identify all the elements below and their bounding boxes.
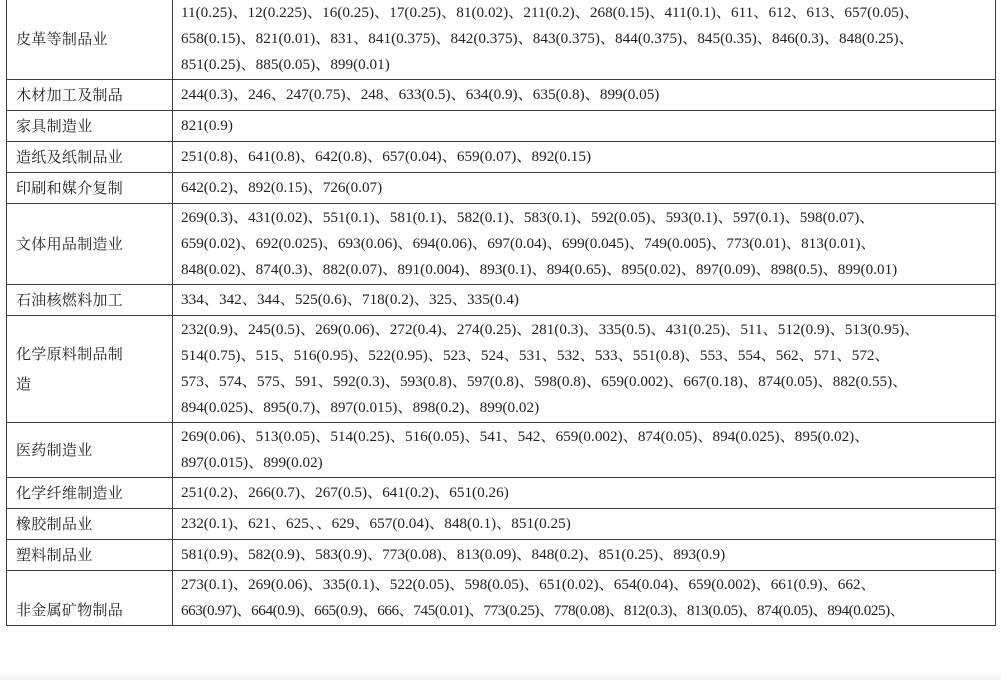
industry-name-line: 造 xyxy=(16,375,32,393)
code-line: 581(0.9)、582(0.9)、583(0.9)、773(0.08)、813(0.09)、848(0.2)、851(0.25)、893(0.9) xyxy=(181,546,726,563)
industry-name-cell: 橡胶制品业 xyxy=(7,509,173,540)
code-line: 232(0.1)、621、625、、629、657(0.04)、848(0.1)、851(0.25) xyxy=(181,515,571,532)
page-bottom-edge xyxy=(0,672,1001,680)
code-list-cell xyxy=(173,478,996,509)
table-row xyxy=(7,173,996,204)
table-row xyxy=(7,423,996,478)
table-row xyxy=(7,509,996,540)
table-row xyxy=(7,316,996,423)
code-list-cell xyxy=(173,111,996,142)
code-list-cell xyxy=(173,423,996,478)
industry-name-cell: 塑料制品业 xyxy=(7,540,173,571)
code-line: 244(0.3)、246、247(0.75)、248、633(0.5)、634(0.9)、635(0.8)、899(0.05) xyxy=(181,86,660,103)
table-row xyxy=(7,204,996,285)
code-list-cell xyxy=(173,173,996,204)
code-line: 334、342、344、525(0.6)、718(0.2)、325、335(0.4) xyxy=(181,291,519,308)
code-list-cell xyxy=(173,571,996,626)
code-line: 659(0.02)、692(0.025)、693(0.06)、694(0.06)、697(0.04)、699(0.045)、749(0.005)、773(0.01)、813(0.01)、 xyxy=(181,235,876,252)
industry-name-cell: 非金属矿物制品 xyxy=(7,571,173,626)
code-line: 851(0.25)、885(0.05)、899(0.01) xyxy=(181,56,390,73)
code-line: 642(0.2)、892(0.15)、726(0.07) xyxy=(181,179,383,196)
code-list-cell xyxy=(173,204,996,285)
industry-name-line: 化学原料制品制 xyxy=(16,345,124,363)
code-line: 251(0.8)、641(0.8)、642(0.8)、657(0.04)、659(0.07)、892(0.15) xyxy=(181,148,592,165)
industry-name-cell: 皮革等制品业 xyxy=(7,0,173,80)
code-list-cell xyxy=(173,509,996,540)
industry-name-cell: 医药制造业 xyxy=(7,423,173,478)
table-row xyxy=(7,111,996,142)
code-line: 269(0.06)、513(0.05)、514(0.25)、516(0.05)、541、542、659(0.002)、874(0.05)、894(0.025)、895(0.02)、 xyxy=(181,428,870,445)
code-line: 821(0.9) xyxy=(181,117,233,134)
table-row xyxy=(7,0,996,80)
code-list-cell xyxy=(173,142,996,173)
industry-name-cell: 造纸及纸制品业 xyxy=(7,142,173,173)
code-line: 514(0.75)、515、516(0.95)、522(0.95)、523、524、531、532、533、551(0.8)、553、554、562、571、572、 xyxy=(181,347,890,364)
code-line: 663(0.97)、664(0.9)、665(0.9)、666、745(0.01)、773(0.25)、778(0.08)、812(0.3)、813(0.05)、874(0.05)、894(0.025)、 xyxy=(181,602,905,619)
code-line: 848(0.02)、874(0.3)、882(0.07)、891(0.004)、893(0.1)、894(0.65)、895(0.02)、897(0.09)、898(0.5)、899(0.01) xyxy=(181,261,898,278)
document-table-wrapper xyxy=(6,0,996,626)
industry-name-cell: 木材加工及制品 xyxy=(7,80,173,111)
code-list-cell xyxy=(173,540,996,571)
code-list-cell xyxy=(173,285,996,316)
table-row xyxy=(7,142,996,173)
code-line: 232(0.9)、245(0.5)、269(0.06)、272(0.4)、274(0.25)、281(0.3)、335(0.5)、431(0.25)、511、512(0.9)、513(0.95)、 xyxy=(181,321,920,338)
code-line: 251(0.2)、266(0.7)、267(0.5)、641(0.2)、651(0.26) xyxy=(181,484,509,501)
code-line: 11(0.25)、12(0.225)、16(0.25)、17(0.25)、81(0.02)、211(0.2)、268(0.15)、411(0.1)、611、612、613、657(0.05)、 xyxy=(181,4,920,21)
industry-name-cell: 家具制造业 xyxy=(7,111,173,142)
code-line: 573、574、575、591、592(0.3)、593(0.8)、597(0.8)、598(0.8)、659(0.002)、667(0.18)、874(0.05)、882(0.55)、 xyxy=(181,373,908,390)
table-row xyxy=(7,571,996,626)
industry-name-cell: 文体用品制造业 xyxy=(7,204,173,285)
industry-name-cell xyxy=(7,316,173,423)
table-row xyxy=(7,478,996,509)
industry-code-table xyxy=(6,0,996,626)
code-line: 894(0.025)、895(0.7)、897(0.015)、898(0.2)、899(0.02) xyxy=(181,399,540,416)
code-list-cell xyxy=(173,0,996,80)
industry-name-cell: 石油核燃料加工 xyxy=(7,285,173,316)
code-list-cell xyxy=(173,316,996,423)
industry-name-cell: 化学纤维制造业 xyxy=(7,478,173,509)
table-row xyxy=(7,285,996,316)
code-line: 273(0.1)、269(0.06)、335(0.1)、522(0.05)、598(0.05)、651(0.02)、654(0.04)、659(0.002)、661(0.9)、662、 xyxy=(181,576,876,593)
industry-name-cell: 印刷和媒介复制 xyxy=(7,173,173,204)
code-line: 658(0.15)、821(0.01)、831、841(0.375)、842(0.375)、843(0.375)、844(0.375)、845(0.35)、846(0.3)、848(0.25)、 xyxy=(181,30,914,47)
code-line: 897(0.015)、899(0.02) xyxy=(181,454,323,471)
table-row xyxy=(7,540,996,571)
table-row xyxy=(7,80,996,111)
code-list-cell xyxy=(173,80,996,111)
code-line: 269(0.3)、431(0.02)、551(0.1)、581(0.1)、582(0.1)、583(0.1)、592(0.05)、593(0.1)、597(0.1)、598(0.07)、 xyxy=(181,209,875,226)
